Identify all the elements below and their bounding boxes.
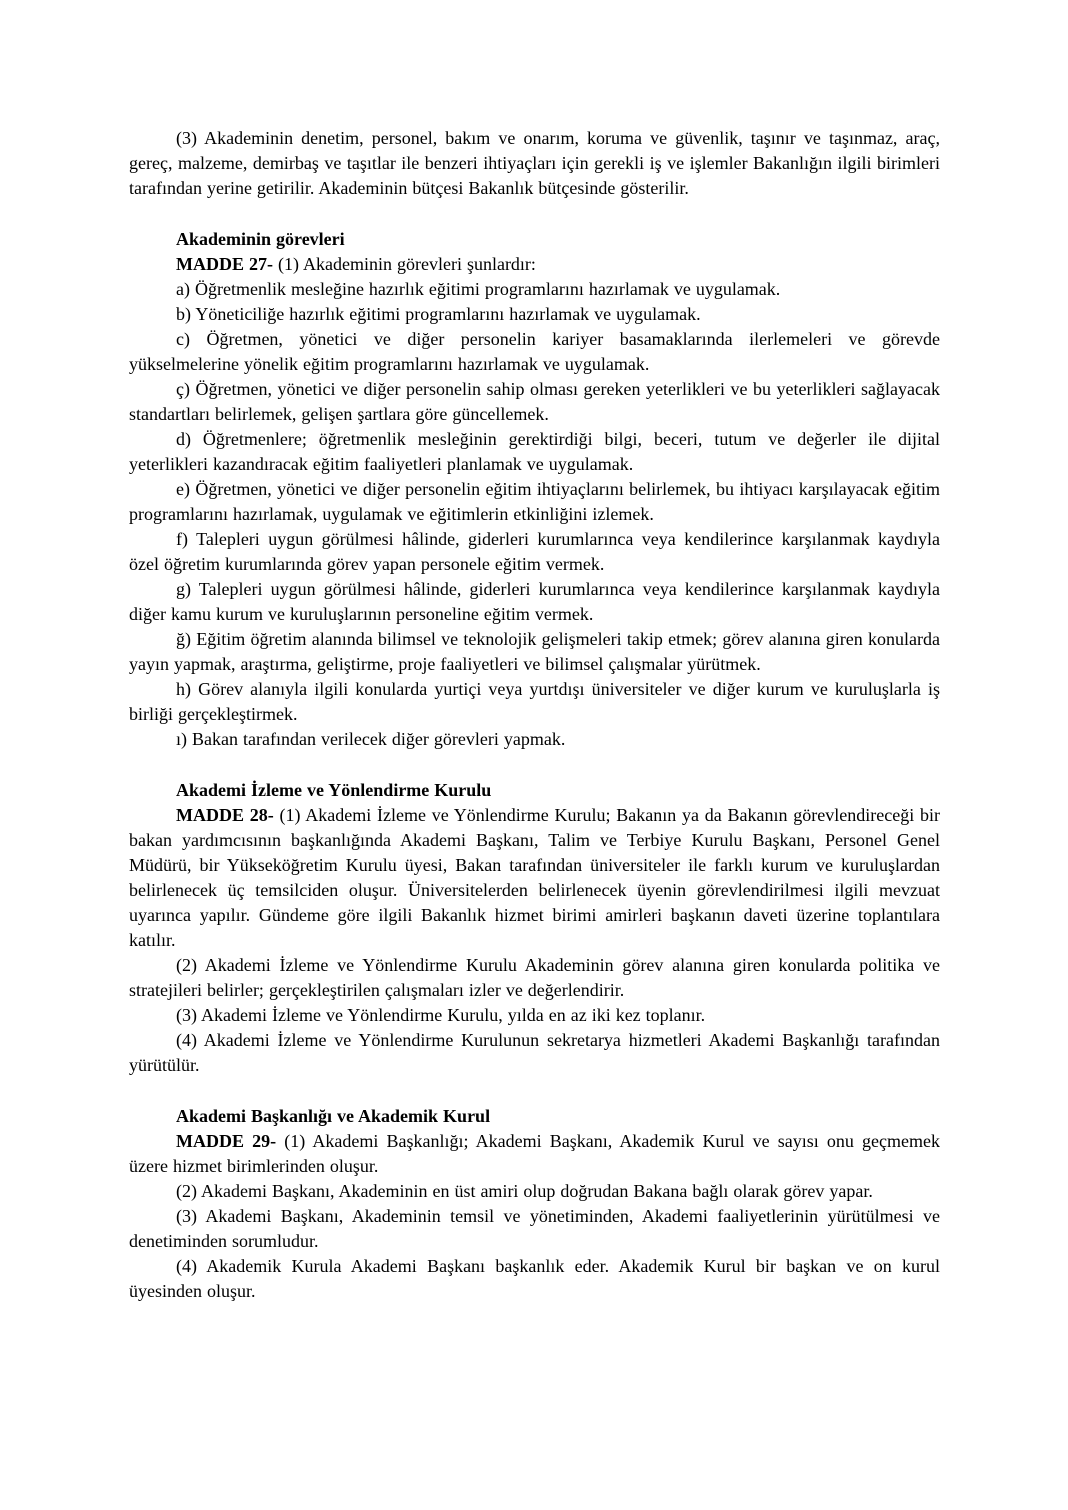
list-item-a: [129, 277, 940, 302]
list-item-d: [129, 427, 940, 477]
list-item-gg: [129, 627, 940, 677]
paragraph-madde-27: [129, 252, 940, 277]
list-item-b: [129, 302, 940, 327]
paragraph-text: (1) Akademinin görevleri şunlardır:: [273, 254, 536, 274]
madde-29-label: MADDE 29-: [176, 1131, 277, 1151]
madde-27-label: MADDE 27-: [176, 254, 273, 274]
list-item-f: [129, 527, 940, 577]
paragraph-madde-28-3: [129, 1003, 940, 1028]
paragraph-madde-29-4: [129, 1254, 940, 1304]
section-heading-akademinin-gorevleri: Akademinin görevleri: [176, 229, 345, 249]
paragraph-text: c) Öğretmen, yönetici ve diğer personelin kariyer basamaklarında ilerlemeleri ve görevde yükselmelerine yönelik eğitim programlarını hazırlamak ve uygulamak.: [129, 329, 940, 374]
paragraph-text: f) Talepleri uygun görülmesi hâlinde, giderleri kurumlarınca veya kendilerince karşılanmak kaydıyla özel öğretim kurumlarında görev yapan personele eğitim vermek.: [129, 529, 940, 574]
paragraph-madde-28: [129, 803, 940, 953]
section-heading-akademi-baskanligi: Akademi Başkanlığı ve Akademik Kurul: [176, 1106, 491, 1126]
paragraph-text: ı) Bakan tarafından verilecek diğer görevleri yapmak.: [176, 729, 566, 749]
paragraph-text: (4) Akademik Kurula Akademi Başkanı başkanlık eder. Akademik Kurul bir başkan ve on kurul üyesinden oluşur.: [129, 1256, 940, 1301]
paragraph-text: d) Öğretmenlere; öğretmenlik mesleğinin gerektirdiği bilgi, beceri, tutum ve değerler ile dijital yeterlikleri kazandıracak eğitim faaliyetleri planlamak ve uygulamak.: [129, 429, 940, 474]
paragraph-text: ğ) Eğitim öğretim alanında bilimsel ve teknolojik gelişmeleri takip etmek; görev alanına giren konularda yayın yapmak, araştırma, geliştirme, proje faaliyetleri ve bilimsel çalışmalar yürütmek.: [129, 629, 940, 674]
paragraph-madde-29-2: [129, 1179, 940, 1204]
paragraph-text: e) Öğretmen, yönetici ve diğer personelin eğitim ihtiyaçlarını belirlemek, bu ihtiyacı karşılayacak eğitim programlarını hazırlamak, uygulamak ve eğitimlerin etkinliğini izlemek.: [129, 479, 940, 524]
paragraph-text: (3) Akademinin denetim, personel, bakım ve onarım, koruma ve güvenlik, taşınır ve taşınmaz, araç, gereç, malzeme, demirbaş ve taşıtlar ile benzeri ihtiyaçları için gerekli iş ve işlemler Bakanlığın ilgili birimleri tarafından yerine getirilir. Akademinin bütçesi Bakanlık bütçesinde gösterilir.: [129, 128, 940, 198]
document-body: [129, 126, 940, 1304]
list-item-c: [129, 327, 940, 377]
list-item-h: [129, 677, 940, 727]
list-item-e: [129, 477, 940, 527]
paragraph-text: a) Öğretmenlik mesleğine hazırlık eğitimi programlarını hazırlamak ve uygulamak.: [176, 279, 781, 299]
paragraph-text: (1) Akademi İzleme ve Yönlendirme Kurulu; Bakanın ya da Bakanın görevlendireceği bir bakan yardımcısının başkanlığında Akademi Başkanı, Talim ve Terbiye Kurulu Başkanı, Personel Genel Müdürü, bir Yükseköğretim Kurulu üyesi, Bakan tarafından üniversiteler ile farklı kurum ve kuruluşlardan belirlenecek üç temsilciden oluşur. Üniversitelerden belirlenecek üyenin görevlendirilmesi ilgili mevzuat uyarınca yapılır. Gündeme göre ilgili Bakanlık hizmet birimi amirleri başkanın daveti üzerine toplantılara katılır.: [129, 805, 940, 950]
section-heading-izleme-yonlendirme-kurulu: Akademi İzleme ve Yönlendirme Kurulu: [176, 780, 492, 800]
paragraph-text: (4) Akademi İzleme ve Yönlendirme Kurulunun sekretarya hizmetleri Akademi Başkanlığı tarafından yürütülür.: [129, 1030, 940, 1075]
paragraph-budget: [129, 126, 940, 201]
paragraph-madde-29: [129, 1129, 940, 1179]
list-item-ii: [129, 727, 940, 752]
paragraph-madde-28-4: [129, 1028, 940, 1078]
paragraph-text: (2) Akademi Başkanı, Akademinin en üst amiri olup doğrudan Bakana bağlı olarak görev yapar.: [176, 1181, 873, 1201]
paragraph-text: (2) Akademi İzleme ve Yönlendirme Kurulu Akademinin görev alanına giren konularda politika ve stratejileri belirler; gerçekleştirilen çalışmaları izler ve değerlendirir.: [129, 955, 940, 1000]
paragraph-madde-28-2: [129, 953, 940, 1003]
paragraph-text: ç) Öğretmen, yönetici ve diğer personelin sahip olması gereken yeterlikleri ve bu yeterlikleri sağlayacak standartları belirlemek, gelişen şartlara göre güncellemek.: [129, 379, 940, 424]
paragraph-text: (1) Akademi Başkanlığı; Akademi Başkanı, Akademik Kurul ve sayısı onu geçmemek üzere hizmet birimlerinden oluşur.: [129, 1131, 940, 1176]
paragraph-text: (3) Akademi Başkanı, Akademinin temsil ve yönetiminden, Akademi faaliyetlerinin yürütülmesi ve denetiminden sorumludur.: [129, 1206, 940, 1251]
madde-28-label: MADDE 28-: [176, 805, 274, 825]
paragraph-text: h) Görev alanıyla ilgili konularda yurtiçi veya yurtdışı üniversiteler ve diğer kurum ve kuruluşlarla iş birliği gerçekleştirmek.: [129, 679, 940, 724]
list-item-g: [129, 577, 940, 627]
paragraph-text: (3) Akademi İzleme ve Yönlendirme Kurulu, yılda en az iki kez toplanır.: [176, 1005, 706, 1025]
paragraph-text: g) Talepleri uygun görülmesi hâlinde, giderleri kurumlarınca veya kendilerince karşılanmak kaydıyla diğer kamu kurum ve kuruluşlarının personeline eğitim vermek.: [129, 579, 940, 624]
paragraph-text: b) Yöneticiliğe hazırlık eğitimi programlarını hazırlamak ve uygulamak.: [176, 304, 701, 324]
paragraph-madde-29-3: [129, 1204, 940, 1254]
list-item-cc: [129, 377, 940, 427]
